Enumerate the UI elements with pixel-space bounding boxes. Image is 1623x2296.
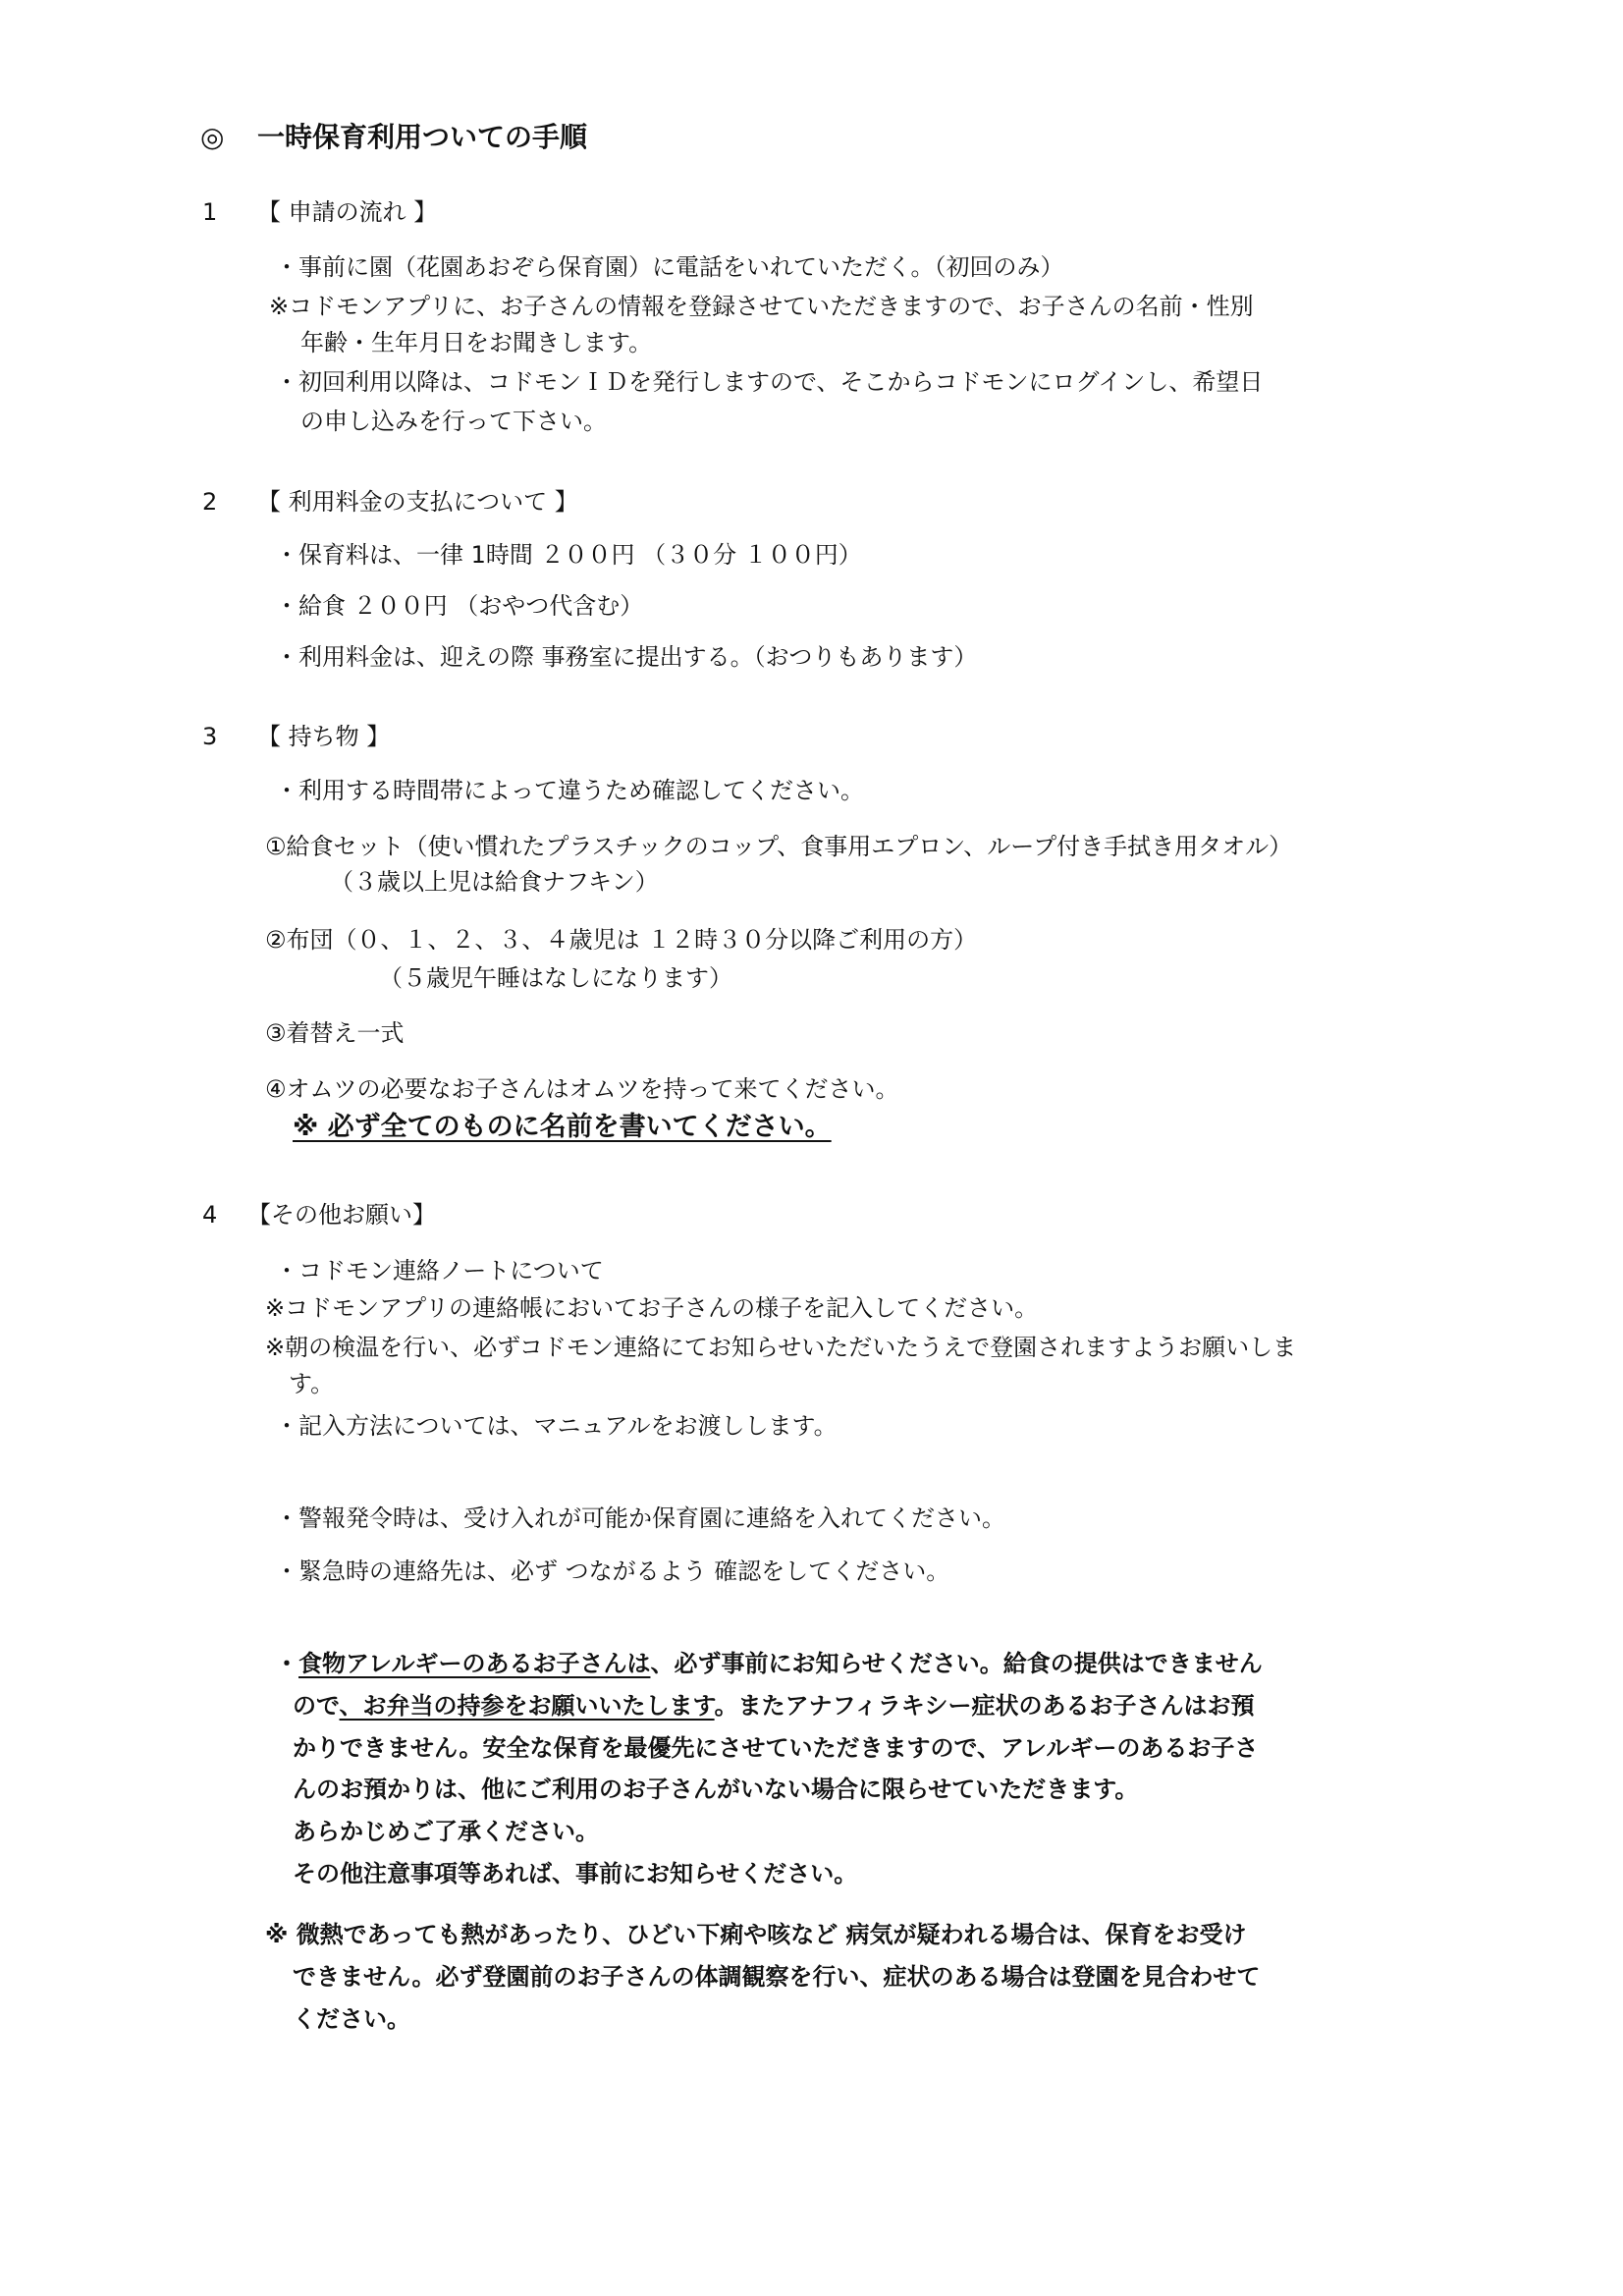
- section-1-number: 1: [202, 198, 218, 226]
- section-4-heading: 【その他お願い】: [247, 1201, 436, 1229]
- allergy-line-6: その他注意事項等あれば、事前にお知らせください。: [293, 1860, 858, 1887]
- section-1-line-1: ・事前に園（花園あおぞら保育園）に電話をいれていただく。（初回のみ）: [275, 253, 1064, 281]
- allergy-underline-1: 食物アレルギーのあるお子さんは: [298, 1650, 651, 1677]
- section-3-line-5: （５歳児午睡はなしになります）: [379, 964, 732, 992]
- section-1-line-5: の申し込みを行って下さい。: [300, 408, 607, 435]
- section-1-line-3: 年齢・生年月日をお聞きします。: [300, 329, 653, 356]
- illness-line-1: ※ 微熱であっても熱があったり、ひどい下痢や咳など 病気が疑われる場合は、保育をお受け: [265, 1921, 1247, 1948]
- section-3-heading: 【 持ち物 】: [257, 723, 391, 750]
- section-4-line-1: ・コドモン連絡ノートについて: [275, 1257, 604, 1285]
- section-2-line-3: ・利用料金は、迎えの際 事務室に提出する。（おつりもあります）: [275, 643, 978, 671]
- section-3-line-2: ①給食セット（使い慣れたプラスチックのコップ、食事用エプロン、ループ付き手拭き用タオル）: [265, 833, 1293, 860]
- section-4-line-4: す。: [289, 1370, 335, 1397]
- section-4-line-5: ・記入方法については、マニュアルをお渡しします。: [275, 1412, 838, 1440]
- illness-line-2: できません。必ず登園前のお子さんの体調観察を行い、症状のある場合は登園を見合わせて: [293, 1963, 1261, 1991]
- section-1-line-4: ・初回利用以降は、コドモンＩＤを発行しますので、そこからコドモンにログインし、希望日: [275, 368, 1264, 396]
- allergy-line-5: あらかじめご了承ください。: [293, 1818, 599, 1845]
- section-4-line-6: ・警報発令時は、受け入れが可能か保育園に連絡を入れてください。: [275, 1504, 1005, 1532]
- section-3-line-4: ②布団（０、１、２、３、４歳児は １２時３０分以降ご利用の方）: [265, 926, 978, 954]
- section-1-heading: 【 申請の流れ 】: [257, 198, 438, 226]
- allergy-text-1: 、必ず事前にお知らせください。給食の提供はできません: [650, 1650, 1263, 1677]
- section-4-number: 4: [202, 1201, 218, 1229]
- section-2-line-1: ・保育料は、一律 1時間 ２００円 （３０分 １００円）: [275, 541, 862, 569]
- section-4-line-2: ※コドモンアプリの連絡帳においてお子さんの様子を記入してください。: [265, 1294, 1039, 1322]
- allergy-line-1: [275, 1648, 1263, 1679]
- allergy-text-2a: ので: [293, 1692, 340, 1720]
- section-3-line-7: ④オムツの必要なお子さんはオムツを持って来てください。: [265, 1075, 899, 1103]
- section-3-line-1: ・利用する時間帯によって違うため確認してください。: [275, 777, 864, 804]
- section-3-line-3: （３歳以上児は給食ナフキン）: [330, 868, 659, 896]
- section-3-name-notice: ※ 必ず全てのものに名前を書いてください。: [293, 1112, 832, 1142]
- allergy-line-3: かりできません。安全な保育を最優先にさせていただきますので、アレルギーのあるお子さ: [293, 1734, 1259, 1762]
- section-4-line-3: ※朝の検温を行い、必ずコドモン連絡にてお知らせいただいたうえで登園されますようお願いしま: [265, 1334, 1297, 1361]
- allergy-line-2: [293, 1690, 1254, 1722]
- section-4-line-7: ・緊急時の連絡先は、必ず つながるよう 確認をしてください。: [275, 1558, 950, 1585]
- title-mark: ◎: [200, 121, 225, 153]
- section-1-line-2: ※コドモンアプリに、お子さんの情報を登録させていただきますので、お子さんの名前・性別: [269, 293, 1254, 320]
- section-2-line-2: ・給食 ２００円 （おやつ代含む）: [275, 592, 644, 620]
- section-2-heading: 【 利用料金の支払について 】: [257, 488, 578, 516]
- allergy-underline-2: 、お弁当の持参をお願いいたします: [339, 1692, 715, 1720]
- illness-line-3: ください。: [293, 2005, 410, 2033]
- page-title: 一時保育利用ついての手順: [257, 121, 588, 153]
- section-2-number: 2: [202, 488, 218, 516]
- section-3-number: 3: [202, 723, 218, 750]
- allergy-text-2b: 。またアナフィラキシー症状のあるお子さんはお預: [714, 1692, 1255, 1720]
- section-3-line-6: ③着替え一式: [265, 1019, 405, 1047]
- allergy-bullet: ・: [275, 1650, 298, 1677]
- allergy-line-4: んのお預かりは、他にご利用のお子さんがいない場合に限らせていただきます。: [293, 1776, 1139, 1803]
